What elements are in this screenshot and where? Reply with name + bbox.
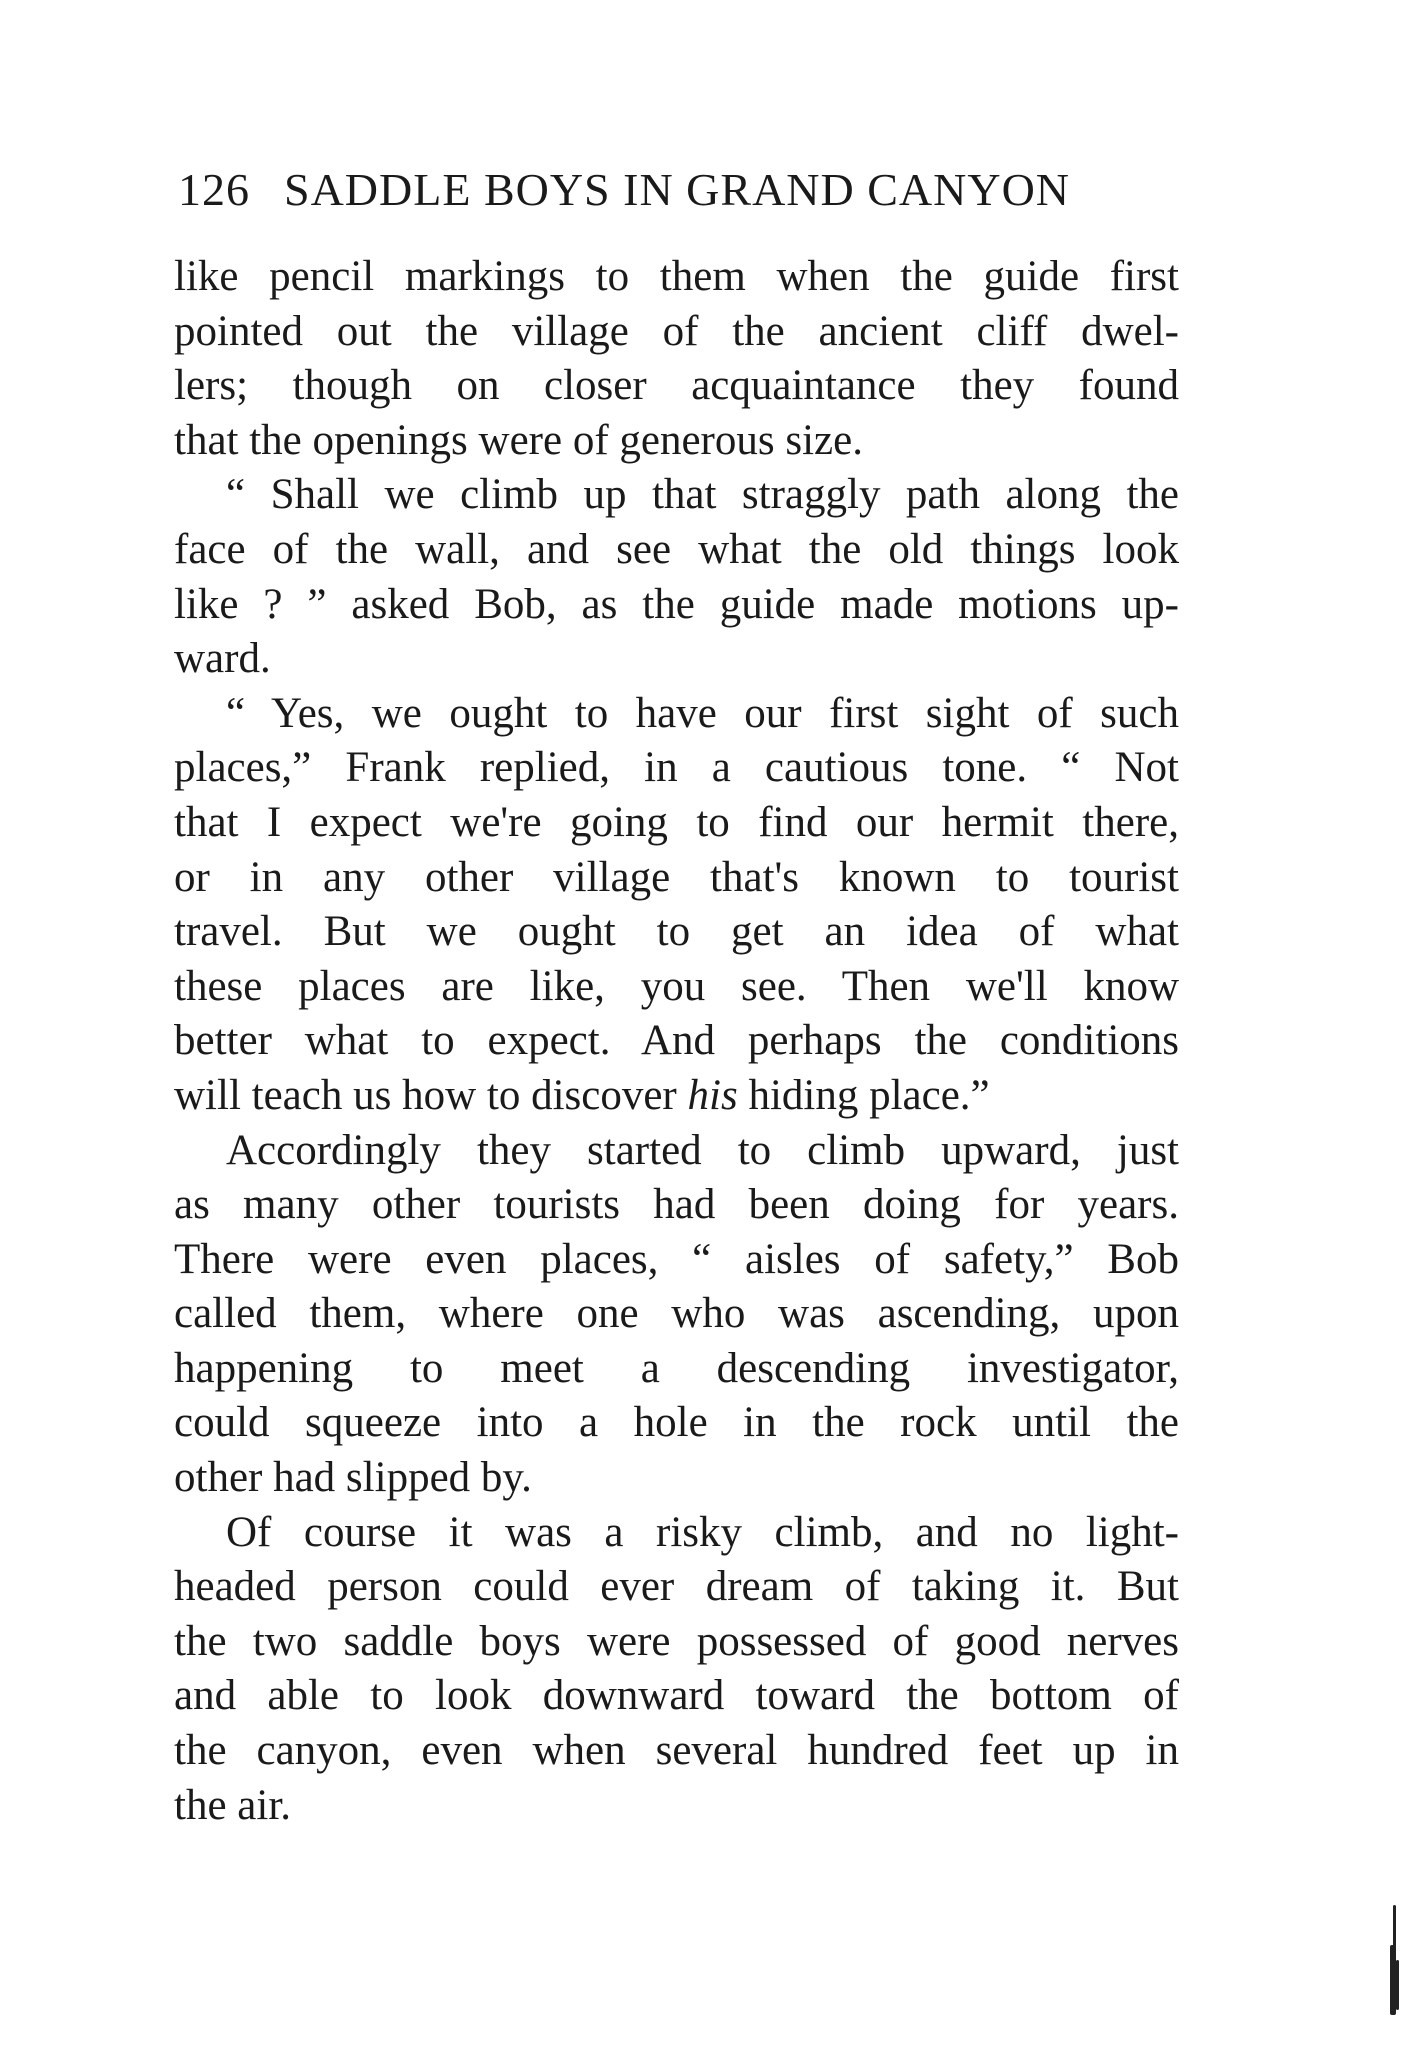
text-line: places,” Frank replied, in a cautious tone. “ Not — [174, 744, 1179, 792]
text-line: Of course it was a risky climb, and no light- — [226, 1508, 1179, 1556]
text-line: headed person could ever dream of taking it. But — [174, 1563, 1179, 1611]
text-line: happening to meet a descending investigator, — [174, 1344, 1179, 1392]
text-line: as many other tourists had been doing for years. — [174, 1181, 1179, 1229]
page-number: 126 — [178, 164, 250, 215]
text-line — [174, 1069, 1179, 1124]
running-head — [178, 160, 1183, 220]
text-line: or in any other village that's known to tourist — [174, 853, 1179, 901]
text-line: like pencil markings to them when the guide first — [174, 253, 1179, 300]
text-line: There were even places, “ aisles of safety,” Bob — [174, 1235, 1179, 1283]
running-title: SADDLE BOYS IN GRAND CANYON — [284, 164, 1071, 215]
text-line: “ Yes, we ought to have our first sight of such — [226, 689, 1179, 737]
text-line: called them, where one who was ascending, upon — [174, 1290, 1179, 1338]
text-line: better what to expect. And perhaps the conditions — [174, 1017, 1179, 1065]
text-line: like ? ” asked Bob, as the guide made motions up- — [174, 580, 1179, 628]
text-line: could squeeze into a hole in the rock until the — [174, 1399, 1179, 1447]
body-text — [174, 250, 1179, 1833]
text-line: lers; though on closer acquaintance they found — [174, 362, 1179, 410]
text-line: “ Shall we climb up that straggly path along the — [226, 471, 1179, 519]
text-line: Accordingly they started to climb upward, just — [226, 1126, 1179, 1174]
text-line: pointed out the village of the ancient cliff dwel- — [174, 307, 1179, 355]
text-line: the two saddle boys were possessed of good nerves — [174, 1617, 1179, 1665]
text-line: ward. — [174, 635, 271, 683]
text-segment: will teach us how to discover — [174, 1071, 677, 1119]
text-line: and able to look downward toward the bottom of — [174, 1672, 1179, 1720]
text-line: that the openings were of generous size. — [174, 416, 863, 464]
text-line: these places are like, you see. Then we'll know — [174, 962, 1179, 1010]
text-segment: hiding place.” — [748, 1071, 990, 1119]
scan-artifact — [1389, 1905, 1401, 2025]
italic-word: his — [687, 1071, 738, 1119]
text-line: the air. — [174, 1781, 292, 1829]
text-line: that I expect we're going to find our hermit there, — [174, 798, 1179, 846]
text-line: the canyon, even when several hundred feet up in — [174, 1727, 1179, 1775]
text-line: travel. But we ought to get an idea of what — [174, 908, 1179, 956]
text-line: other had slipped by. — [174, 1454, 532, 1502]
text-line: face of the wall, and see what the old things look — [174, 525, 1179, 573]
